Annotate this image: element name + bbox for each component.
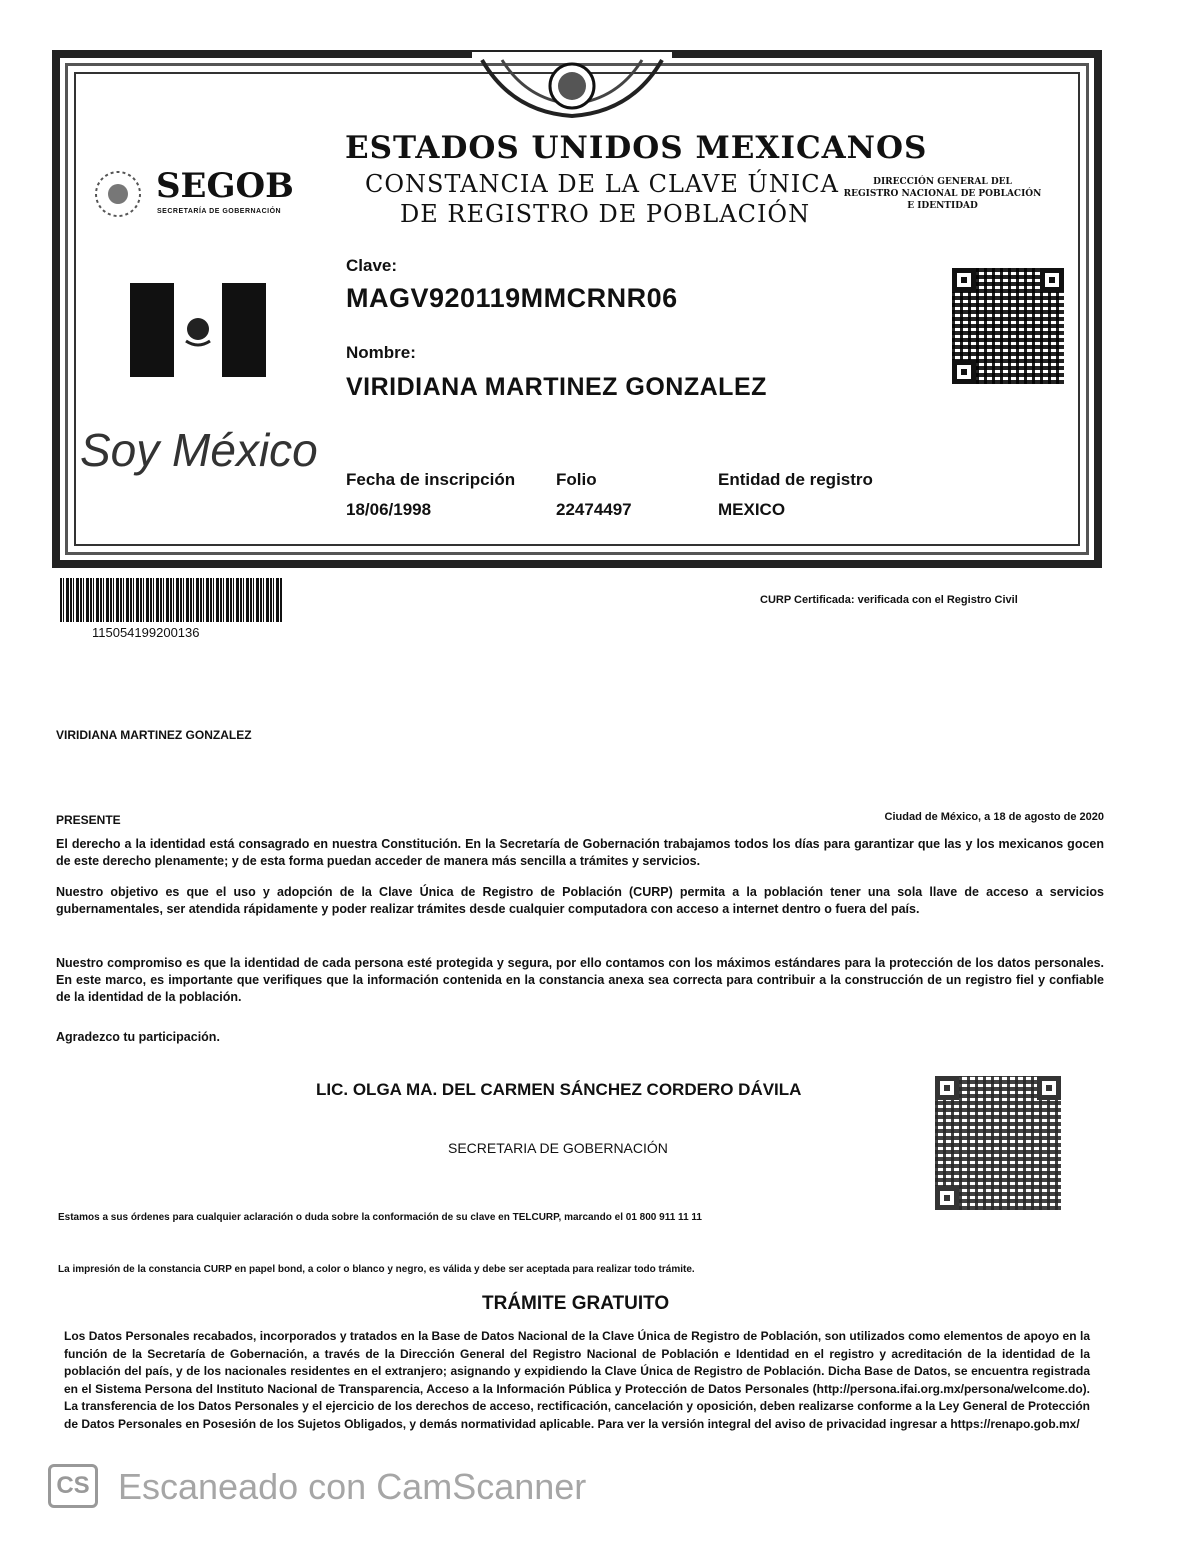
letter-thanks: Agradezco tu participación. bbox=[56, 1030, 220, 1044]
header-title: ESTADOS UNIDOS MEXICANOS bbox=[345, 130, 928, 166]
folio-value: 22474497 bbox=[556, 500, 632, 519]
tramite-gratuito: TRÁMITE GRATUITO bbox=[482, 1293, 670, 1314]
segob-logo: SEGOB bbox=[156, 166, 294, 206]
camscanner-logo bbox=[48, 1464, 98, 1508]
coat-of-arms-icon bbox=[472, 52, 672, 122]
telcurp-note: Estamos a sus órdenes para cualquier aclaración o duda sobre la conformación de su clave en TELCURP, marcando el 01 800 911 11 11 bbox=[58, 1212, 702, 1223]
entidad-value: MEXICO bbox=[718, 500, 786, 519]
letter-qr-code bbox=[935, 1076, 1061, 1210]
header-subtitle-2: DE REGISTRO DE POBLACIÓN bbox=[400, 200, 811, 228]
folio-label: Folio bbox=[556, 470, 597, 489]
direccion-general bbox=[830, 176, 1055, 212]
letter-date: Ciudad de México, a 18 de agosto de 2020 bbox=[884, 811, 1104, 823]
entidad-label: Entidad de registro bbox=[718, 470, 873, 489]
camscanner-watermark: Escaneado con CamScanner bbox=[118, 1466, 587, 1507]
letter-recipient: VIRIDIANA MARTINEZ GONZALEZ bbox=[56, 728, 252, 742]
direccion-line-3: E IDENTIDAD bbox=[907, 201, 978, 211]
mexico-flag-icon bbox=[130, 283, 266, 377]
segob-subtitle: SECRETARÍA DE GOBERNACIÓN bbox=[157, 208, 282, 215]
letter-paragraph-1: El derecho a la identidad está consagrado en nuestra Constitución. En la Secretaría de Gobernación trabajamos todos los días para garantizar que las y los mexicanos gocen de este derecho plenamente; y de esta forma puedan acceder de manera más sencilla a trámites y servicios. bbox=[56, 837, 1104, 868]
curp-certificada: CURP Certificada: verificada con el Registro Civil bbox=[760, 594, 1018, 606]
signer-title: SECRETARIA DE GOBERNACIÓN bbox=[448, 1140, 668, 1156]
header-subtitle-1: CONSTANCIA DE LA CLAVE ÚNICA bbox=[365, 170, 839, 198]
nombre-label: Nombre: bbox=[346, 343, 416, 362]
privacy-notice: Los Datos Personales recabados, incorporados y tratados en la Base de Datos Nacional de la Clave Única de Registro de Población, son utilizados como elementos de apoyo en la función de la Secretaría de Gobernación, a través de la Dirección General del Registro Nacional de Población e Identidad en el registro y acreditación de la identidad de la población del país, y de los nacionales residentes en el extranjero; asignando y expidiendo la Clave Única de Registro de Población. Dicha Base de Datos, se encuentra registrada en el Sistema Persona del Instituto Nacional de Transparencia, Acceso a la Información Pública y Protección de Datos Personales (http://persona.ifai.org.mx/persona/welcome.do). La transferencia de los Datos Personales y el ejercicio de los derechos de acceso, rectificación, cancelación y oposición, deben realizarse conforme a la Ley General de Protección de Datos Personales en Posesión de los Sujetos Obligados, y demás normatividad aplicable. Para ver la versión integral del aviso de privacidad ingresar a https://renapo.gob.mx/ bbox=[64, 1329, 1090, 1431]
clave-label: Clave: bbox=[346, 256, 398, 275]
direccion-line-1: DIRECCIÓN GENERAL DEL bbox=[873, 177, 1012, 187]
letter-paragraph-2: Nuestro objetivo es que el uso y adopción de la Clave Única de Registro de Población (CURP) permita a la población tener una sola llave de acceso a servicios gubernamentales, ser atendida rápidamente y poder realizar trámites desde cualquier computadora con acceso a internet dentro o fuera del país. bbox=[56, 885, 1104, 916]
direccion-line-2: REGISTRO NACIONAL DE POBLACIÓN bbox=[843, 189, 1042, 199]
barcode bbox=[60, 578, 282, 622]
barcode-number: 115054199200136 bbox=[92, 625, 200, 640]
letter-presente: PRESENTE bbox=[56, 813, 121, 827]
impresion-note: La impresión de la constancia CURP en papel bond, a color o blanco y negro, es válida y debe ser aceptada para realizar todo trámite. bbox=[58, 1264, 695, 1275]
clave-value: MAGV920119MMCRNR06 bbox=[346, 283, 678, 313]
certificate-qr-code bbox=[952, 268, 1064, 384]
nombre-value: VIRIDIANA MARTINEZ GONZALEZ bbox=[346, 373, 767, 401]
letter-paragraph-3: Nuestro compromiso es que la identidad de cada persona esté protegida y segura, por ello contamos con los máximos estándares para la protección de los datos personales. En este marco, es importante que verifiques que la información contenida en la constancia anexa sea correcta para contribuir a la construcción de un registro fiel y confiable de la identidad de la población. bbox=[56, 956, 1104, 1004]
segob-emblem-icon bbox=[92, 168, 144, 220]
signer-name: LIC. OLGA MA. DEL CARMEN SÁNCHEZ CORDERO DÁVILA bbox=[316, 1080, 802, 1099]
fecha-label: Fecha de inscripción bbox=[346, 470, 516, 489]
fecha-value: 18/06/1998 bbox=[346, 500, 432, 519]
slogan: Soy México bbox=[80, 424, 318, 476]
camscanner-logo-text: CS bbox=[56, 1472, 90, 1499]
